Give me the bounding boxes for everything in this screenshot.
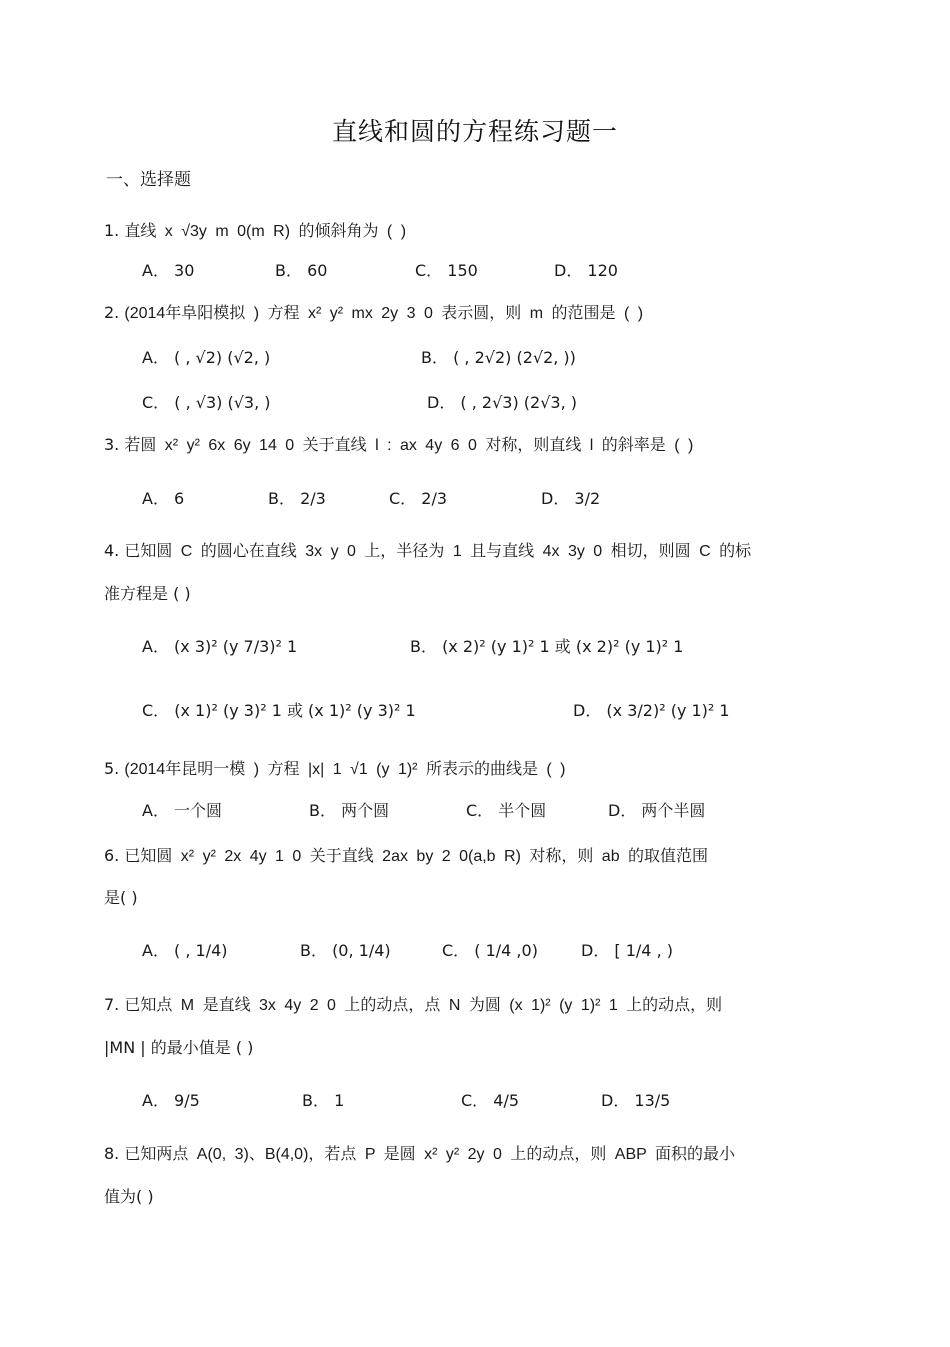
question-2 xyxy=(104,300,643,323)
question-stem: 已知圆 x² y² 2x 4y 1 0 关于直线 2ax by 2 0(a,b R) 对称，则 ab 的取值范围 xyxy=(124,848,709,865)
option-c: C． 150 xyxy=(415,261,478,280)
option-c: C． 半个圆 xyxy=(466,801,547,820)
option-c: C． 4/5 xyxy=(461,1091,520,1110)
question-stem: 直线 x √3y m 0(m R) 的倾斜角为 ( ) xyxy=(124,223,407,240)
option-b: B． 2/3 xyxy=(268,489,326,508)
option-d: D． [ 1/4 , ) xyxy=(581,941,673,960)
option-c: C． 2/3 xyxy=(389,489,448,508)
option-d: D． (x 3/2)² (y 1)² 1 xyxy=(573,701,730,720)
option-a: A． 一个圆 xyxy=(142,801,223,820)
question-number: 4. xyxy=(104,541,120,560)
page-title: 直线和圆的方程练习题一 xyxy=(331,117,618,146)
options-6 xyxy=(142,938,862,992)
question-8 xyxy=(104,1141,735,1164)
question-number: 7. xyxy=(104,995,120,1014)
question-number: 2. xyxy=(104,303,120,322)
option-d: D． 120 xyxy=(554,261,618,280)
question-4-continuation: 准方程是 ( ) xyxy=(104,584,191,603)
option-c: C． ( 1/4 ,0) xyxy=(442,941,538,960)
option-a: A． ( , √2) (√2, ) xyxy=(142,348,271,367)
question-3 xyxy=(104,432,693,455)
option-c: C． ( , √3) (√3, ) xyxy=(142,393,271,412)
question-number: 5. xyxy=(104,759,120,778)
option-d: D． 3/2 xyxy=(541,489,601,508)
question-6-continuation: 是( ) xyxy=(104,888,138,907)
question-7-continuation: |MN | 的最小值是 ( ) xyxy=(104,1038,254,1057)
question-stem: (2014年昆明一模 ) 方程 |x| 1 √1 (y 1)² 所表示的曲线是 ( ) xyxy=(124,761,566,778)
question-number: 1. xyxy=(104,221,120,240)
option-d: D． 两个半圆 xyxy=(608,801,706,820)
option-b: B． (0, 1/4) xyxy=(300,941,391,960)
option-a: A． (x 3)² (y 7/3)² 1 xyxy=(142,637,298,656)
options-4-row1 xyxy=(142,634,862,688)
question-6 xyxy=(104,843,708,866)
option-c: C． (x 1)² (y 3)² 1 或 (x 1)² (y 3)² 1 xyxy=(142,701,416,720)
option-a: A． ( , 1/4) xyxy=(142,941,228,960)
question-1 xyxy=(104,218,406,241)
option-b: B． 60 xyxy=(275,261,328,280)
option-b: B． 1 xyxy=(302,1091,345,1110)
options-3 xyxy=(142,486,862,540)
option-d: D． ( , 2√3) (2√3, ) xyxy=(427,393,578,412)
option-b: B． (x 2)² (y 1)² 1 或 (x 2)² (y 1)² 1 xyxy=(410,637,684,656)
question-stem: 已知圆 C 的圆心在直线 3x y 0 上，半径为 1 且与直线 4x 3y 0 相切，则圆 C 的标 xyxy=(124,543,752,560)
question-5 xyxy=(104,756,566,779)
question-8-continuation: 值为( ) xyxy=(104,1187,154,1206)
question-number: 8. xyxy=(104,1144,120,1163)
option-b: B． ( , 2√2) (2√2, )) xyxy=(421,348,576,367)
question-7 xyxy=(104,992,722,1015)
options-7 xyxy=(142,1088,862,1142)
question-4 xyxy=(104,538,751,561)
option-a: A． 9/5 xyxy=(142,1091,200,1110)
question-stem: 已知点 M 是直线 3x 4y 2 0 上的动点，点 N 为圆 (x 1)² (y 1)² 1 上的动点，则 xyxy=(124,997,723,1014)
question-stem: 已知两点 A(0, 3)、B(4,0)，若点 P 是圆 x² y² 2y 0 上的动点，则 ABP 面积的最小 xyxy=(124,1146,735,1163)
option-a: A． 6 xyxy=(142,489,185,508)
option-b: B． 两个圆 xyxy=(309,801,390,820)
option-d: D． 13/5 xyxy=(601,1091,671,1110)
section-heading: 一、选择题 xyxy=(106,170,191,190)
question-number: 3. xyxy=(104,435,120,454)
question-stem: 若圆 x² y² 6x 6y 14 0 关于直线 l : ax 4y 6 0 对称，则直线 l 的斜率是 ( ) xyxy=(124,437,694,454)
options-4-row2 xyxy=(142,698,862,752)
option-a: A． 30 xyxy=(142,261,195,280)
question-stem: (2014年阜阳模拟 ) 方程 x² y² mx 2y 3 0 表示圆，则 m 的范围是 ( ) xyxy=(124,305,644,322)
question-number: 6. xyxy=(104,846,120,865)
